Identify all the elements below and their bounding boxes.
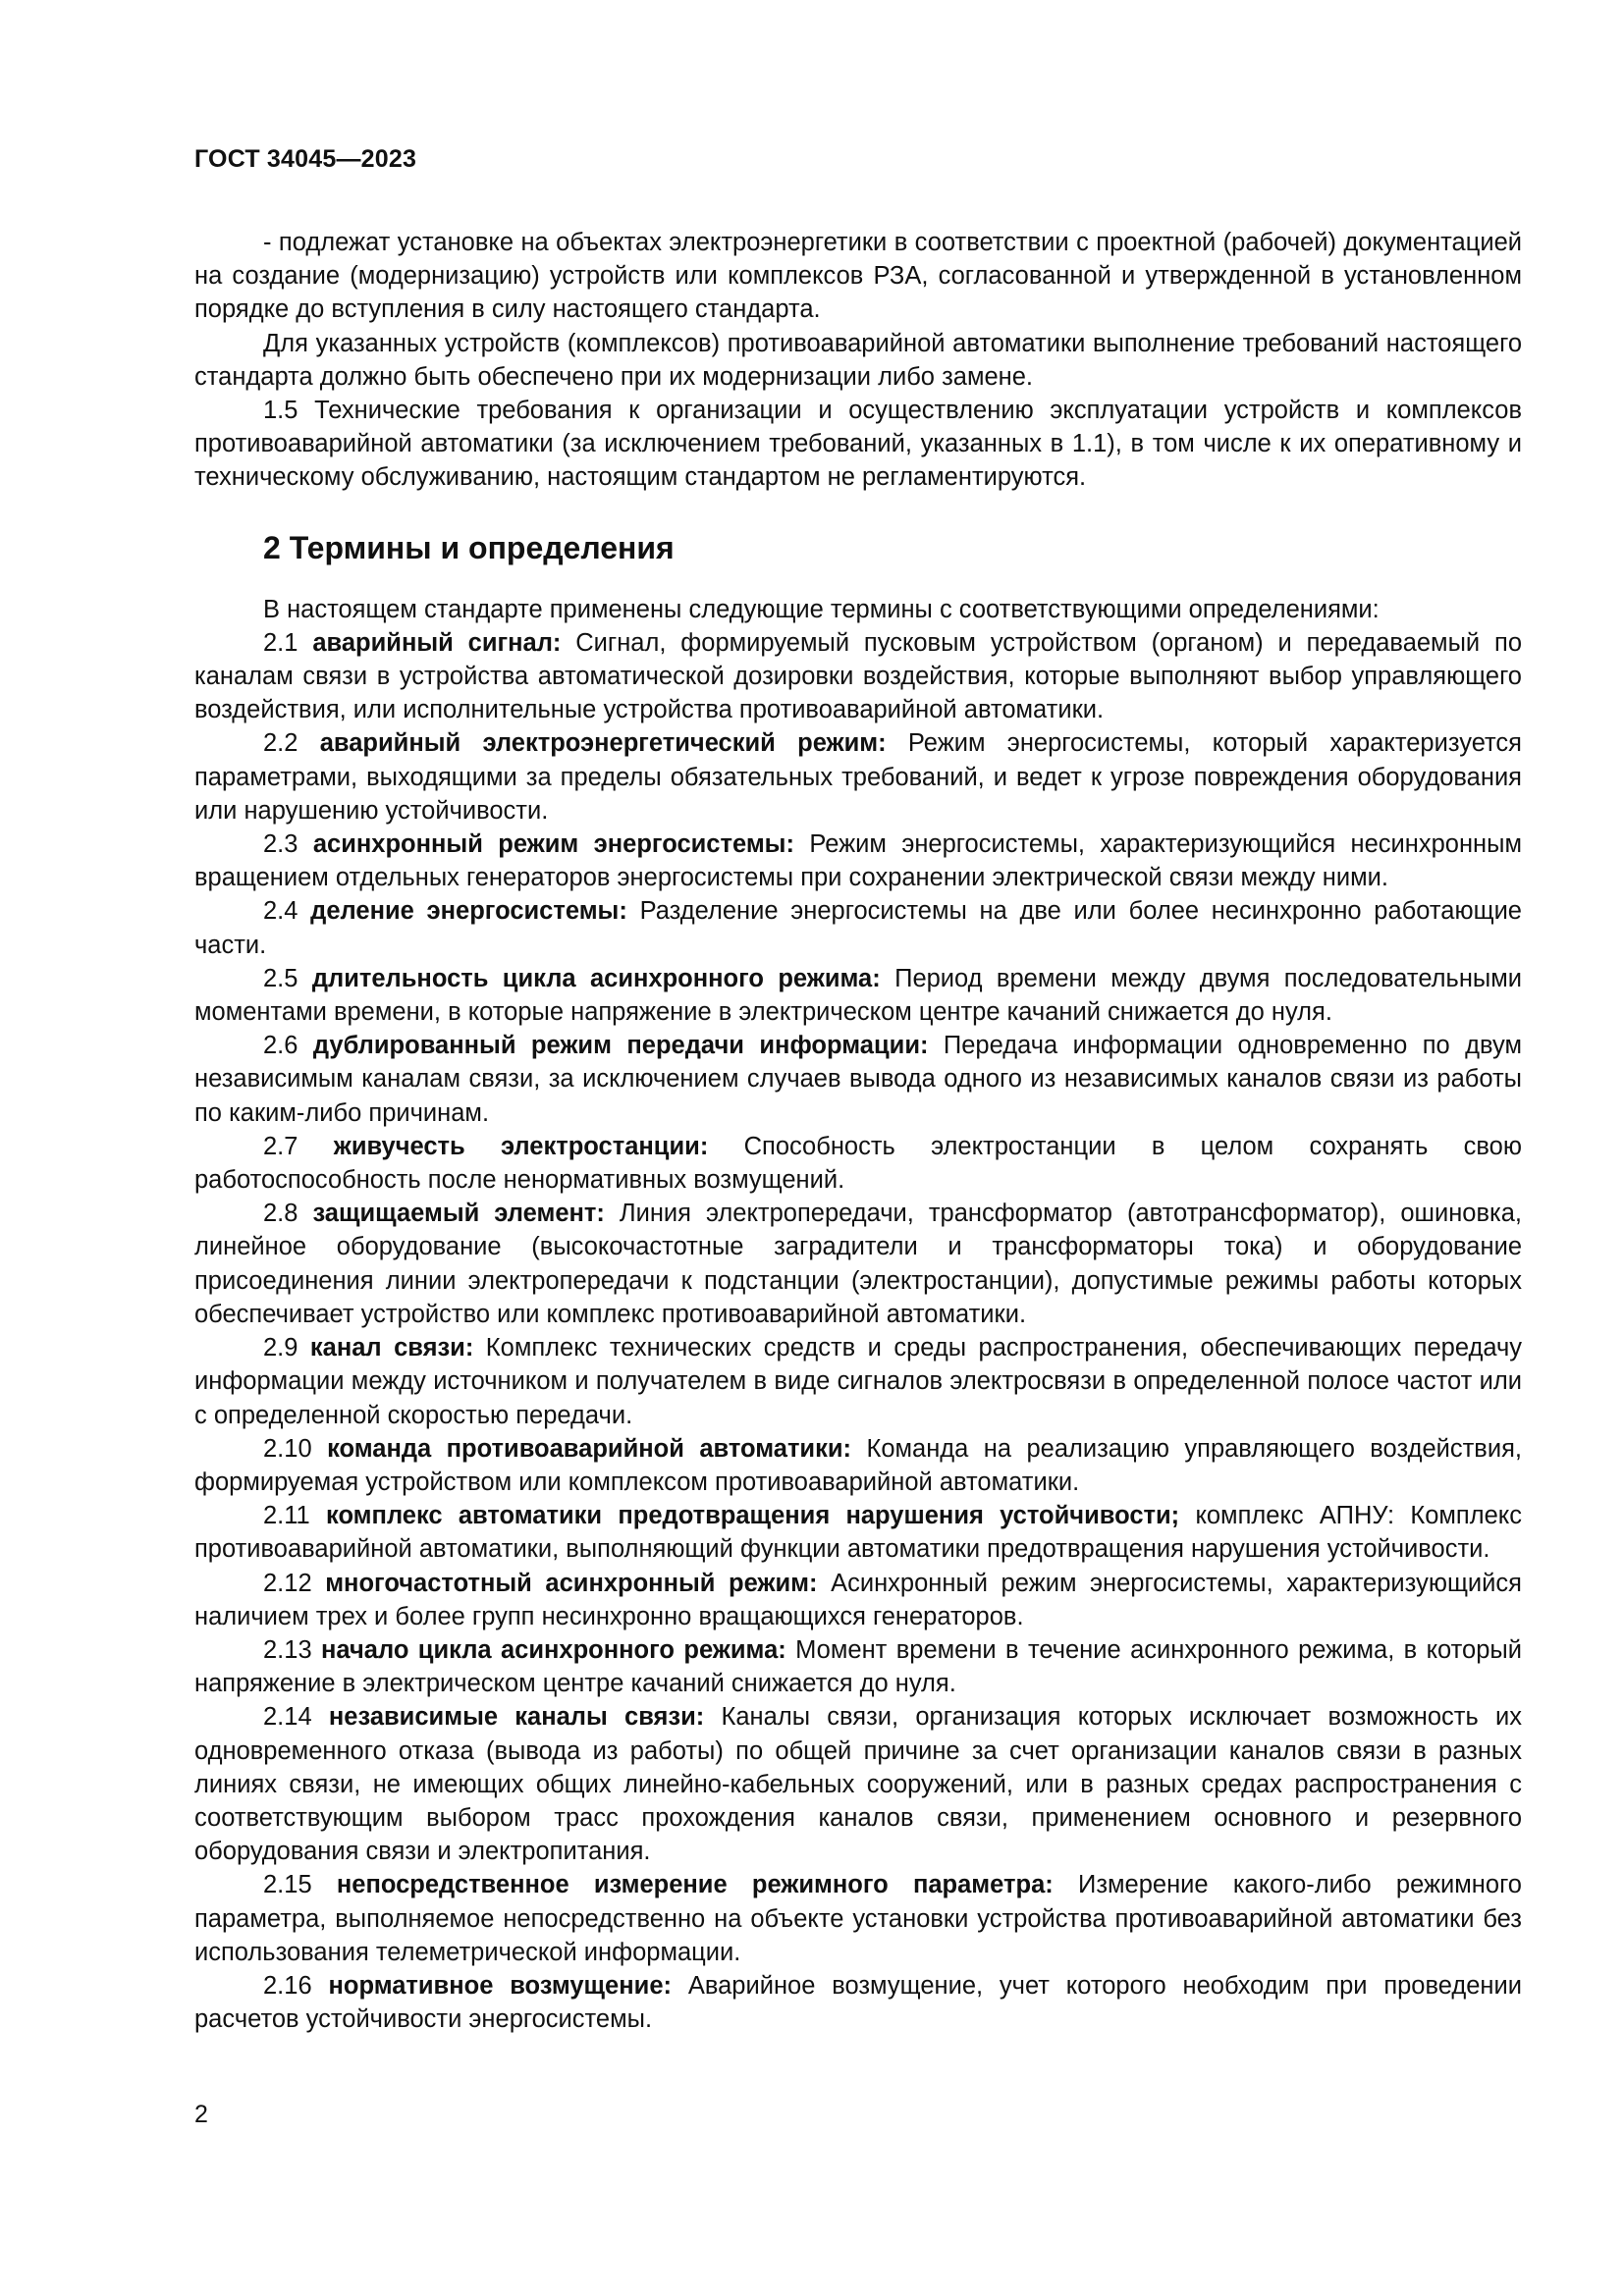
definition-term: аварийный электроэнергетический режим: (319, 729, 887, 758)
definition-number: 2.1 (263, 628, 298, 657)
definition-item (194, 1130, 1522, 1197)
definition-item (194, 1567, 1522, 1633)
definition-item (194, 1197, 1522, 1331)
definition-number: 2.11 (263, 1502, 310, 1530)
definition-item (194, 1029, 1522, 1130)
definition-item (194, 1969, 1522, 2036)
page-number: 2 (194, 2101, 208, 2128)
definition-term: канал связи: (309, 1334, 474, 1362)
definition-item (194, 1633, 1522, 1700)
definition-term: непосредственное измерение режимного параметра: (336, 1871, 1054, 1899)
definitions-list (194, 626, 1522, 2037)
definition-text: Комплекс технических средств и среды распространения, обеспечивающих передачу информации между источником и получателем в виде сигналов электросвязи в определенной полосе частот или с определенной скоростью передачи. (194, 1334, 1522, 1429)
definition-item (194, 1331, 1522, 1432)
definition-item (194, 962, 1522, 1029)
definition-term: живучесть электростанции: (333, 1132, 709, 1160)
definition-text: Режим энергосистемы, который характеризуется параметрами, выходящими за пределы обязательных требований, и ведет к угрозе повреждения оборудования или нарушению устойчивости. (194, 729, 1522, 825)
definition-text: комплекс АПНУ: Комплекс противоаварийной автоматики, выполняющий функции автоматики предотвращения нарушения устойчивости. (194, 1502, 1522, 1564)
definition-number: 2.6 (263, 1032, 298, 1060)
document-code-header: ГОСТ 34045—2023 (194, 145, 417, 173)
definition-text: Измерение какого-либо режимного параметра, выполняемое непосредственно на объекте установки устройства противоаварийной автоматики без использования телеметрической информации. (194, 1871, 1522, 1966)
definition-text: Сигнал, формируемый пусковым устройством (органом) и передаваемый по каналам связи в устройства автоматической дозировки воздействия, которые выполняют выбор управляющего воздействия, или исполнительные устройства противоаварийной автоматики. (194, 628, 1522, 724)
definition-term: аварийный сигнал: (312, 628, 562, 657)
definition-text: Способность электростанции в целом сохранять свою работоспособность после ненормативных возмущений. (194, 1132, 1522, 1195)
definition-item (194, 1868, 1522, 1969)
definition-number: 2.10 (263, 1434, 312, 1463)
definition-term: команда противоаварийной автоматики: (327, 1434, 852, 1463)
definition-text: Каналы связи, организация которых исключает возможность их одновременного отказа (вывода из работы) по общей причине за счет организации каналов связи в разных линиях связи, не имеющих общих линейно-кабельных сооружений, или в разных средах распространения с соответствующим выбором трасс прохождения каналов связи, применением основного и резервного оборудования связи и электропитания. (194, 1703, 1523, 1866)
definition-item (194, 1499, 1522, 1566)
definition-term: многочастотный асинхронный режим: (325, 1569, 818, 1597)
definition-text: Асинхронный режим энергосистемы, характеризующийся наличием трех и более групп несинхронно вращающихся генераторов. (194, 1569, 1522, 1630)
definition-number: 2.3 (263, 830, 298, 859)
definition-number: 2.14 (263, 1703, 312, 1732)
definition-number: 2.5 (263, 964, 298, 992)
definition-number: 2.2 (263, 729, 298, 758)
document-body (194, 226, 1522, 2036)
definition-text: Период времени между двумя последовательными моментами времени, в которые напряжение в электрическом центре качаний снижается до нуля. (194, 964, 1522, 1027)
definition-item (194, 626, 1522, 727)
definition-item (194, 1432, 1522, 1499)
definition-term: асинхронный режим энергосистемы: (312, 830, 794, 859)
definition-number: 2.15 (263, 1871, 312, 1899)
definition-term: комплекс автоматики предотвращения нарушения устойчивости; (326, 1502, 1180, 1530)
section-title: 2 Термины и определения (263, 529, 675, 565)
section-lead: В настоящем стандарте применены следующие термины с соответствующими определениями: (263, 595, 1380, 623)
definition-number: 2.16 (263, 1971, 312, 2000)
definition-term: длительность цикла асинхронного режима: (311, 964, 881, 992)
definition-text: Линия электропередачи, трансформатор (автотрансформатор), ошиновка, линейное оборудование (высокочастотные заградители и трансформаторы тока) и оборудование присоединения линии электропередачи к подстанции (электростанции), допустимые режимы работы которых обеспечивает устройство или комплекс противоаварийной автоматики. (194, 1200, 1522, 1328)
definition-term: деление энергосистемы: (310, 897, 627, 926)
definition-text: Момент времени в течение асинхронного режима, в который напряжение в электрическом центре качаний снижается до нуля. (194, 1635, 1522, 1698)
definition-text: Передача информации одновременно по двум независимым каналам связи, за исключением случаев вывода одного из независимых каналов связи из работы по каким-либо причинам. (194, 1032, 1522, 1127)
definition-term: начало цикла асинхронного режима: (321, 1635, 786, 1664)
definition-number: 2.12 (263, 1569, 312, 1597)
intro-paragraph-1: - подлежат установке на объектах электроэнергетики в соответствии с проектной (рабочей) документацией на создание (модернизацию) устройств или комплексов РЗА, согласованной и утвержденной в установленном порядке до вступления в силу настоящего стандарта. (194, 229, 1522, 324)
definition-number: 2.8 (263, 1200, 298, 1228)
definition-item (194, 828, 1522, 894)
definition-text: Команда на реализацию управляющего воздействия, формируемая устройством или комплексом противоаварийной автоматики. (194, 1434, 1522, 1496)
intro-paragraph-3: 1.5 Технические требования к организации и осуществлению эксплуатации устройств и комплексов противоаварийной автоматики (за исключением требований, указанных в 1.1), в том числе к их оперативному и техническому обслуживанию, настоящим стандартом не регламентируются. (194, 397, 1522, 492)
definition-term: нормативное возмущение: (328, 1971, 672, 2000)
definition-text: Аварийное возмущение, учет которого необходим при проведении расчетов устойчивости энергосистемы. (194, 1971, 1523, 2034)
definition-item (194, 1700, 1522, 1868)
definition-number: 2.9 (263, 1334, 298, 1362)
definition-number: 2.7 (263, 1132, 298, 1160)
definition-term: дублированный режим передачи информации: (312, 1032, 929, 1060)
definition-text: Режим энергосистемы, характеризующийся несинхронным вращением отдельных генераторов энергосистемы при сохранении электрической связи между ними. (194, 830, 1522, 892)
definition-item (194, 726, 1522, 828)
intro-paragraph-2: Для указанных устройств (комплексов) противоаварийной автоматики выполнение требований настоящего стандарта должно быть обеспечено при их модернизации либо замене. (194, 329, 1522, 391)
definition-number: 2.13 (263, 1635, 312, 1664)
definition-item (194, 894, 1522, 961)
definition-term: защищаемый элемент: (312, 1200, 605, 1228)
definition-number: 2.4 (263, 897, 298, 926)
definition-term: независимые каналы связи: (328, 1703, 705, 1732)
definition-text: Разделение энергосистемы на две или более несинхронно работающие части. (194, 897, 1522, 959)
